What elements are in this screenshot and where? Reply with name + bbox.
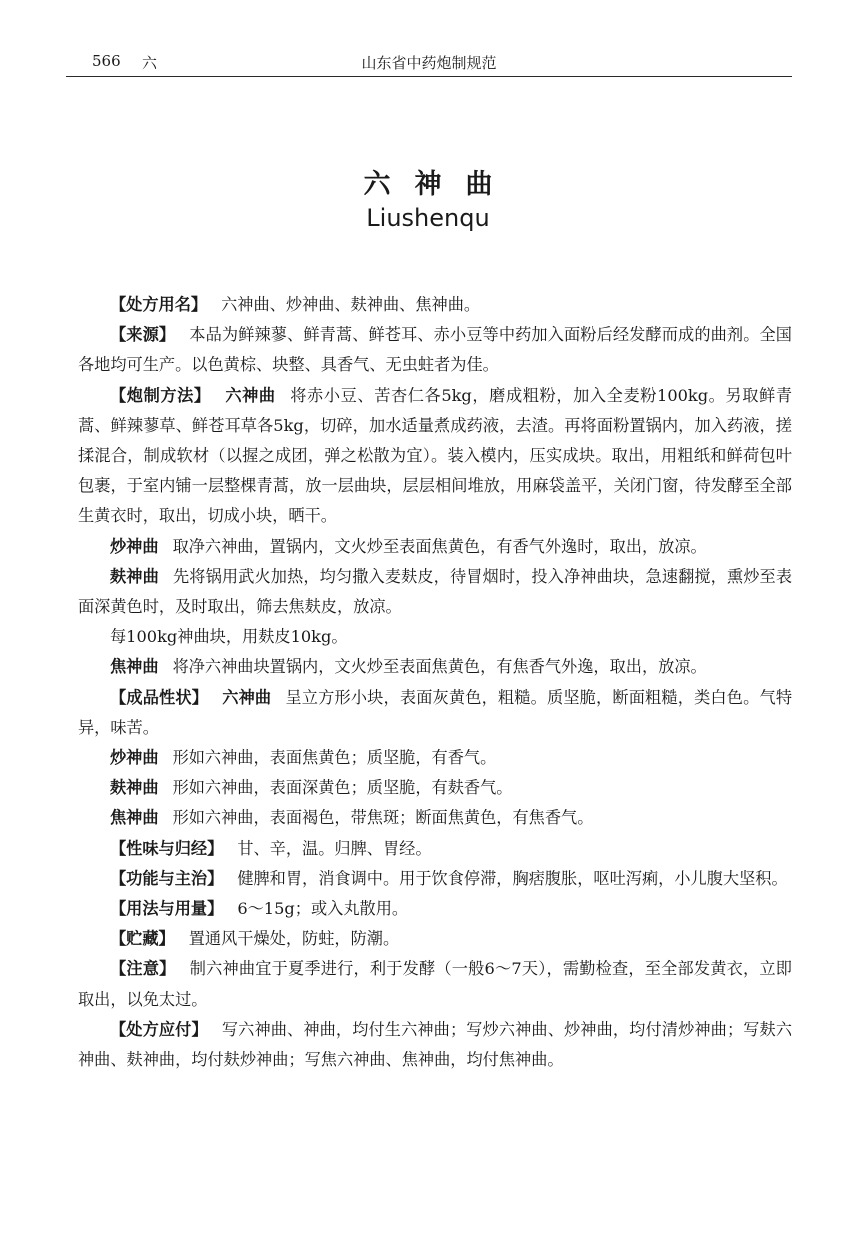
paragraph: [78, 1015, 792, 1075]
subsection-label: 麸神曲: [110, 566, 159, 586]
paragraph-text: 六神曲、炒神曲、麸神曲、焦神曲。: [221, 295, 481, 314]
paragraph-text: 置通风干燥处，防蛀，防潮。: [188, 929, 400, 949]
paragraph: [78, 864, 792, 894]
section-label: 【用法与用量】: [110, 899, 224, 919]
subsection-label: 六神曲: [222, 687, 272, 707]
paragraph: [78, 381, 792, 532]
paragraph: [78, 320, 792, 380]
subsection-label: 炒神曲: [110, 536, 159, 556]
subsection-label: 麸神曲: [110, 778, 159, 798]
subsection-label: 炒神曲: [110, 748, 159, 768]
paragraph-text: 每100kg神曲块，用麸皮10kg。: [110, 627, 348, 647]
paragraph: [78, 683, 792, 743]
subsection-label: 焦神曲: [110, 808, 159, 828]
paragraph: [78, 773, 792, 803]
paragraph: [78, 924, 792, 954]
book-title: 山东省中药炮制规范: [361, 54, 497, 72]
paragraph: [78, 562, 792, 622]
entry-pinyin: Liushenqu: [366, 204, 490, 232]
chapter-number: 六: [142, 54, 158, 72]
paragraph: [78, 834, 792, 864]
paragraph-text: 本品为鲜辣蓼、鲜青蒿、鲜苍耳、赤小豆等中药加入面粉后经发酵而成的曲剂。全国各地均可生产。以色黄棕、块整、具香气、无虫蛀者为佳。: [78, 325, 792, 375]
subsection-label: 六神曲: [224, 385, 276, 405]
paragraph-text: 将赤小豆、苦杏仁各5kg，磨成粗粉，加入全麦粉100kg。另取鲜青蒿、鲜辣蓼草、鲜苍耳草各5kg，切碎，加水适量煮成药液，去渣。再将面粉置锅内，加入药液，搓揉混合，制成软材（以握之成团，弹之松散为宜）。装入模内，压实成块。取出，用粗纸和鲜荷包叶包裹，于室内铺一层整棵青蒿，放一层曲块，层层相间堆放，用麻袋盖平，关闭门窗，待发酵至全部生黄衣时，取出，切成小块，晒干。: [78, 385, 793, 526]
paragraph: [78, 622, 792, 652]
paragraph-text: 甘、辛，温。归脾、胃经。: [237, 838, 432, 858]
paragraph: [78, 743, 792, 773]
section-label: 【功能与主治】: [110, 868, 224, 888]
section-label: 【成品性状】: [110, 687, 209, 707]
paragraph: [78, 803, 792, 833]
entry-body: [78, 290, 792, 1075]
paragraph-text: 制六神曲宜于夏季进行，利于发酵（一般6～7天），需勤检查，至全部发黄衣，立即取出，以免太过。: [78, 959, 792, 1009]
section-label: 【处方用名】: [110, 295, 208, 314]
paragraph-text: 6～15g；或入丸散用。: [237, 899, 409, 919]
paragraph: [78, 954, 792, 1014]
section-label: 【性味与归经】: [110, 838, 224, 858]
paragraph: [78, 532, 792, 562]
paragraph: [78, 290, 792, 320]
running-header: [66, 46, 792, 77]
page-number: 566: [92, 52, 121, 70]
section-label: 【处方应付】: [110, 1019, 208, 1039]
section-label: 【贮藏】: [110, 929, 175, 949]
paragraph-text: 先将锅用武火加热，均匀撒入麦麸皮，待冒烟时，投入净神曲块，急速翻搅，熏炒至表面深黄色时，及时取出，筛去焦麸皮，放凉。: [78, 566, 793, 617]
paragraph: [78, 894, 792, 924]
paragraph-text: 形如六神曲，表面深黄色；质坚脆，有麸香气。: [172, 778, 513, 798]
section-label: 【来源】: [110, 325, 176, 345]
paragraph-text: 将净六神曲块置锅内，文火炒至表面焦黄色，有焦香气外逸，取出，放凉。: [172, 657, 707, 677]
paragraph: [78, 652, 792, 682]
paragraph-text: 呈立方形小块，表面灰黄色，粗糙。质坚脆，断面粗糙，类白色。气特异，味苦。: [78, 687, 793, 737]
subsection-label: 焦神曲: [110, 657, 159, 677]
paragraph-text: 形如六神曲，表面褐色，带焦斑；断面焦黄色，有焦香气。: [172, 808, 594, 828]
paragraph-text: 取净六神曲，置锅内，文火炒至表面焦黄色，有香气外逸时，取出，放凉。: [172, 536, 707, 556]
entry-title: 六神曲: [363, 169, 517, 200]
paragraph-text: 形如六神曲，表面焦黄色；质坚脆，有香气。: [172, 748, 497, 768]
section-label: 【注意】: [110, 959, 176, 979]
paragraph-text: 健脾和胃，消食调中。用于饮食停滞，胸痞腹胀，呕吐泻痢，小儿腹大坚积。: [237, 868, 788, 888]
paragraph-text: 写六神曲、神曲，均付生六神曲；写炒六神曲、炒神曲，均付清炒神曲；写麸六神曲、麸神曲，均付麸炒神曲；写焦六神曲、焦神曲，均付焦神曲。: [78, 1019, 793, 1070]
section-label: 【炮制方法】: [110, 385, 211, 405]
